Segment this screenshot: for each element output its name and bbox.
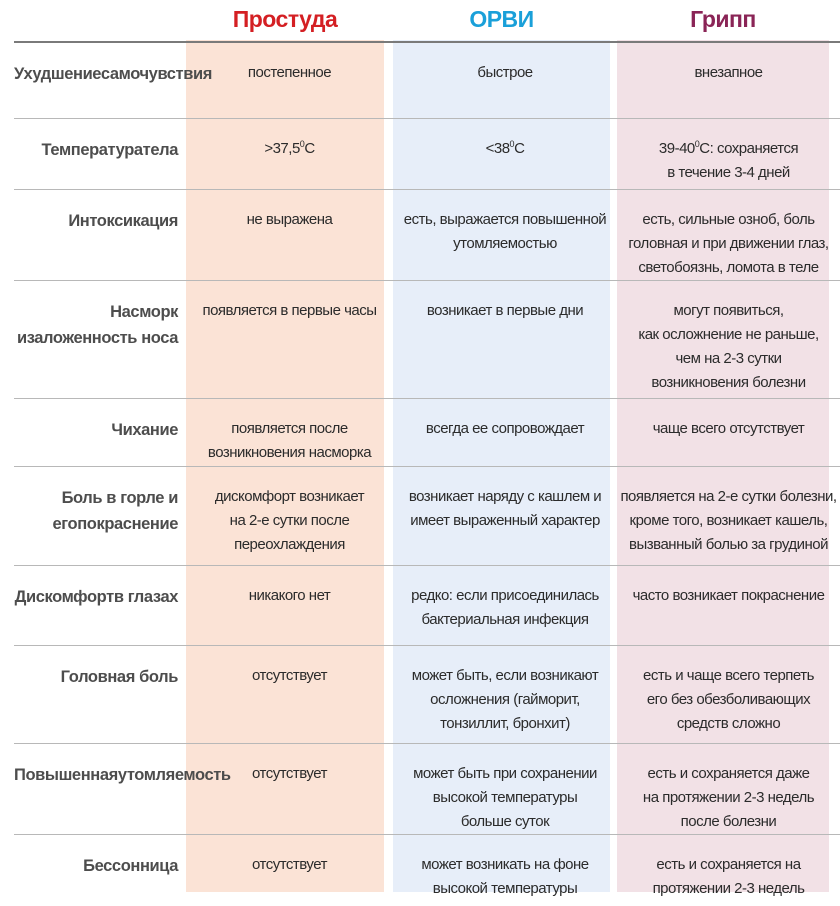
cold-cell-line: возникновения насморка bbox=[207, 443, 372, 461]
flu-cell bbox=[617, 565, 840, 645]
row-label-line: покраснение bbox=[77, 514, 178, 533]
flu-cell-line: есть, сильные озноб, боль bbox=[642, 210, 815, 228]
header-flu: Грипп bbox=[690, 6, 756, 32]
flu-cell-line: есть и чаще всего терпеть bbox=[643, 666, 814, 684]
temperature-value: >37,5 bbox=[264, 139, 300, 157]
row-label-line: в глазах bbox=[113, 587, 178, 606]
row-label bbox=[14, 398, 186, 466]
arvi-cell-line: осложнения (гайморит, bbox=[430, 690, 580, 708]
flu-cell-line: есть и сохраняется на bbox=[656, 855, 801, 873]
arvi-cell bbox=[393, 42, 617, 118]
row-label-line: Бессонница bbox=[83, 856, 178, 875]
table-row bbox=[14, 834, 840, 901]
row-label-line: Повышенная bbox=[14, 765, 118, 784]
cold-cell-line: появляется в первые часы bbox=[202, 301, 377, 319]
arvi-cell-line: высокой температуры bbox=[432, 879, 578, 897]
flu-cell-line: возникновения болезни bbox=[651, 373, 806, 391]
temperature-unit: С bbox=[304, 139, 315, 157]
cold-cell-line: дискомфорт возникает bbox=[214, 487, 365, 505]
degree-sign: 0 bbox=[694, 138, 700, 149]
flu-cell-line: после болезни bbox=[680, 812, 777, 830]
arvi-cell bbox=[393, 398, 617, 466]
flu-cell-line: кроме того, возникает кашель, bbox=[629, 511, 828, 529]
cold-cell bbox=[186, 743, 393, 834]
row-label bbox=[14, 118, 186, 189]
flu-cell bbox=[617, 466, 840, 565]
flu-cell-line: в течение 3-4 дней bbox=[667, 163, 790, 181]
comparison-rows bbox=[14, 42, 840, 901]
arvi-cell-line: всегда ее сопровождает bbox=[425, 419, 585, 437]
flu-cell-line: головная и при движении глаз, bbox=[628, 234, 829, 252]
flu-cell bbox=[617, 189, 840, 280]
arvi-cell bbox=[393, 743, 617, 834]
row-label bbox=[14, 645, 186, 743]
temperature-value: <38 bbox=[485, 139, 510, 157]
table-row bbox=[14, 466, 840, 565]
arvi-cell bbox=[393, 280, 617, 398]
flu-cell-line: чем на 2-3 сутки bbox=[675, 349, 782, 367]
cold-cell bbox=[186, 189, 393, 280]
arvi-cell-line: больше суток bbox=[460, 812, 550, 830]
row-label bbox=[14, 280, 186, 398]
cold-cell-line: переохлаждения bbox=[234, 535, 345, 553]
row-label bbox=[14, 466, 186, 565]
cold-cell-line: на 2-е сутки после bbox=[229, 511, 350, 529]
header-cold: Простуда bbox=[232, 6, 338, 32]
row-label-line: Насморк и bbox=[16, 302, 178, 347]
table-row bbox=[14, 189, 840, 280]
cold-cell-line: появляется после bbox=[231, 419, 348, 437]
flu-cell-line: вызванный болью за грудиной bbox=[629, 535, 828, 553]
arvi-cell-line: есть, выражается повышенной bbox=[403, 210, 607, 228]
row-label-line: Ухудшение bbox=[14, 65, 101, 83]
cold-cell-temperature bbox=[186, 137, 393, 161]
flu-cell bbox=[617, 834, 840, 901]
arvi-cell-line: утомляемостью bbox=[453, 234, 557, 252]
arvi-cell-line: высокой температуры bbox=[432, 788, 578, 806]
arvi-cell bbox=[393, 645, 617, 743]
table-row bbox=[14, 42, 840, 118]
table-row bbox=[14, 398, 840, 466]
arvi-cell bbox=[393, 466, 617, 565]
cold-cell-line: не выражена bbox=[246, 210, 333, 228]
row-label bbox=[14, 42, 212, 118]
arvi-cell-line: может быть, если возникают bbox=[411, 666, 599, 684]
row-label bbox=[14, 565, 186, 645]
flu-cell-line: появляется на 2-е сутки болезни, bbox=[620, 487, 837, 505]
row-label-line: тела bbox=[142, 140, 178, 159]
arvi-cell-line: редко: если присоединилась bbox=[411, 586, 599, 604]
row-label-line: утомляемость bbox=[117, 765, 231, 784]
row-label-line: Боль в горле и его bbox=[52, 488, 178, 533]
table-row bbox=[14, 565, 840, 645]
row-label-line: Чихание bbox=[111, 420, 178, 439]
cold-cell bbox=[186, 398, 393, 466]
arvi-cell-temperature bbox=[393, 137, 617, 161]
flu-cell-line: часто возникает покраснение bbox=[632, 586, 825, 604]
flu-cell-line: на протяжении 2-3 недель bbox=[642, 788, 815, 806]
cold-cell bbox=[186, 834, 393, 901]
row-label-line: Дискомфорт bbox=[14, 587, 114, 606]
row-label-line: Температура bbox=[41, 140, 143, 159]
arvi-cell-line: бактериальная инфекция bbox=[421, 610, 589, 628]
arvi-cell-line: имеет выраженный характер bbox=[410, 511, 600, 529]
cold-cell bbox=[186, 280, 393, 398]
table-row bbox=[14, 645, 840, 743]
arvi-cell-line: возникает в первые дни bbox=[426, 301, 584, 319]
flu-cell-line: средств сложно bbox=[676, 714, 781, 732]
arvi-cell-line: тонзиллит, бронхит) bbox=[440, 714, 570, 732]
flu-cell bbox=[617, 398, 840, 466]
arvi-cell-line: может возникать на фоне bbox=[421, 855, 589, 873]
comparison-table bbox=[14, 41, 840, 901]
arvi-cell-line: может быть при сохранении bbox=[413, 764, 597, 782]
flu-cell-line: могут появиться, bbox=[673, 301, 784, 319]
degree-sign: 0 bbox=[299, 138, 305, 149]
flu-cell bbox=[617, 42, 840, 118]
row-label-line: заложенность носа bbox=[26, 328, 178, 347]
flu-cell-line: его без обезболивающих bbox=[646, 690, 811, 708]
table-row bbox=[14, 743, 840, 834]
cold-cell-line: отсутствует bbox=[252, 666, 327, 684]
flu-cell bbox=[617, 118, 840, 189]
flu-cell-temperature bbox=[617, 137, 840, 161]
table-row bbox=[14, 280, 840, 398]
cold-cell bbox=[186, 565, 393, 645]
flu-cell-line: чаще всего отсутствует bbox=[652, 419, 805, 437]
cold-cell-line: отсутствует bbox=[252, 855, 327, 873]
flu-cell bbox=[617, 645, 840, 743]
cold-cell-line: никакого нет bbox=[248, 586, 331, 604]
arvi-cell bbox=[393, 118, 617, 189]
header-arvi: ОРВИ bbox=[469, 6, 534, 32]
flu-cell bbox=[617, 743, 840, 834]
flu-cell-line: внезапное bbox=[694, 64, 763, 81]
cold-cell bbox=[186, 42, 393, 118]
row-label bbox=[14, 743, 231, 834]
cold-cell bbox=[186, 466, 393, 565]
table-row bbox=[14, 118, 840, 189]
temperature-unit: С bbox=[514, 139, 525, 157]
temperature-value: 39-40 bbox=[658, 139, 695, 157]
row-label-line: самочувствия bbox=[100, 65, 212, 83]
flu-cell-line: протяжении 2-3 недель bbox=[652, 879, 805, 897]
degree-sign: 0 bbox=[509, 138, 515, 149]
arvi-cell bbox=[393, 834, 617, 901]
arvi-cell bbox=[393, 189, 617, 280]
row-label-line: Головная боль bbox=[60, 667, 178, 686]
row-label bbox=[14, 189, 186, 280]
cold-cell bbox=[186, 645, 393, 743]
flu-cell-line: светобоязнь, ломота в теле bbox=[638, 258, 819, 276]
flu-cell bbox=[617, 280, 840, 398]
temperature-unit: С: сохраняется bbox=[699, 139, 799, 157]
cold-cell-line: отсутствует bbox=[252, 764, 327, 782]
row-label-line: Интоксикация bbox=[68, 211, 178, 230]
arvi-cell-line: возникает наряду с кашлем и bbox=[408, 487, 602, 505]
cold-cell-line: постепенное bbox=[247, 64, 332, 81]
arvi-cell-line: быстрое bbox=[477, 64, 533, 81]
arvi-cell bbox=[393, 565, 617, 645]
row-label bbox=[14, 834, 186, 901]
flu-cell-line: как осложнение не раньше, bbox=[638, 325, 819, 343]
flu-cell-line: есть и сохраняется даже bbox=[647, 764, 810, 782]
cold-cell bbox=[186, 118, 393, 189]
